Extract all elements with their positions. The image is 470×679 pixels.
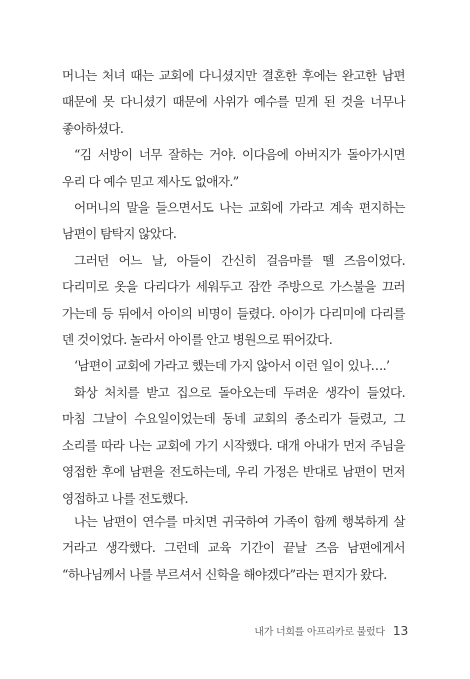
- paragraph: 어머니의 말을 들으면서도 나는 교회에 가라고 계속 편지하는 남편이 탐탁지 않았다.: [62, 200, 405, 242]
- paragraph: 나는 남편이 연수를 마치면 귀국하여 가족이 함께 행복하게 살 거라고 생각했다. 그런데 교육 기간이 끝날 즈음 남편에게서 “하나님께서 나를 부르셔서 신학을 해야겠다”라는 편지가 왔다.: [62, 514, 405, 582]
- body-text-section-1: [62, 63, 405, 512]
- paragraph-thought: ‘남편이 교회에 가라고 했는데 가지 않아서 이런 일이 있나….’: [74, 358, 390, 374]
- paragraph: 화상 처치를 받고 집으로 돌아오는데 두려운 생각이 들었다. 마침 그날이 수요일이었는데 동네 교회의 종소리가 들렸고, 그 소리를 따라 나는 교회에 가기 시작했다. 대개 아내가 먼저 주님을 영접한 후에 남편을 전도하는데, 우리 가정은 반대로 남편이 먼저 영접하고 나를 전도했다.: [62, 384, 405, 506]
- paragraph: 머니는 처녀 때는 교회에 다니셨지만 결혼한 후에는 완고한 남편 때문에 못 다니셨기 때문에 사위가 예수를 믿게 된 것을 너무나 좋아하셨다.: [62, 68, 405, 136]
- paragraph-quote: “김 서방이 너무 잘하는 거야. 이다음에 아버지가 돌아가시면 우리 다 예수 믿고 제사도 없애자.”: [62, 147, 405, 189]
- page-footer: [254, 623, 408, 638]
- body-text-section-2: [62, 509, 405, 588]
- page-number: 13: [392, 623, 408, 638]
- running-title: 내가 너희를 아프리카로 불렀다: [254, 627, 385, 638]
- paragraph: 그러던 어느 날, 아들이 간신히 걸음마를 뗄 즈음이었다. 다리미로 옷을 다리다가 세워두고 잠깐 주방으로 가스불을 끄러 가는데 등 뒤에서 아이의 비명이 들렸다. 아이가 다리미에 다리를 덴 것이었다. 놀라서 아이를 안고 병원으로 뛰어갔다.: [62, 252, 405, 348]
